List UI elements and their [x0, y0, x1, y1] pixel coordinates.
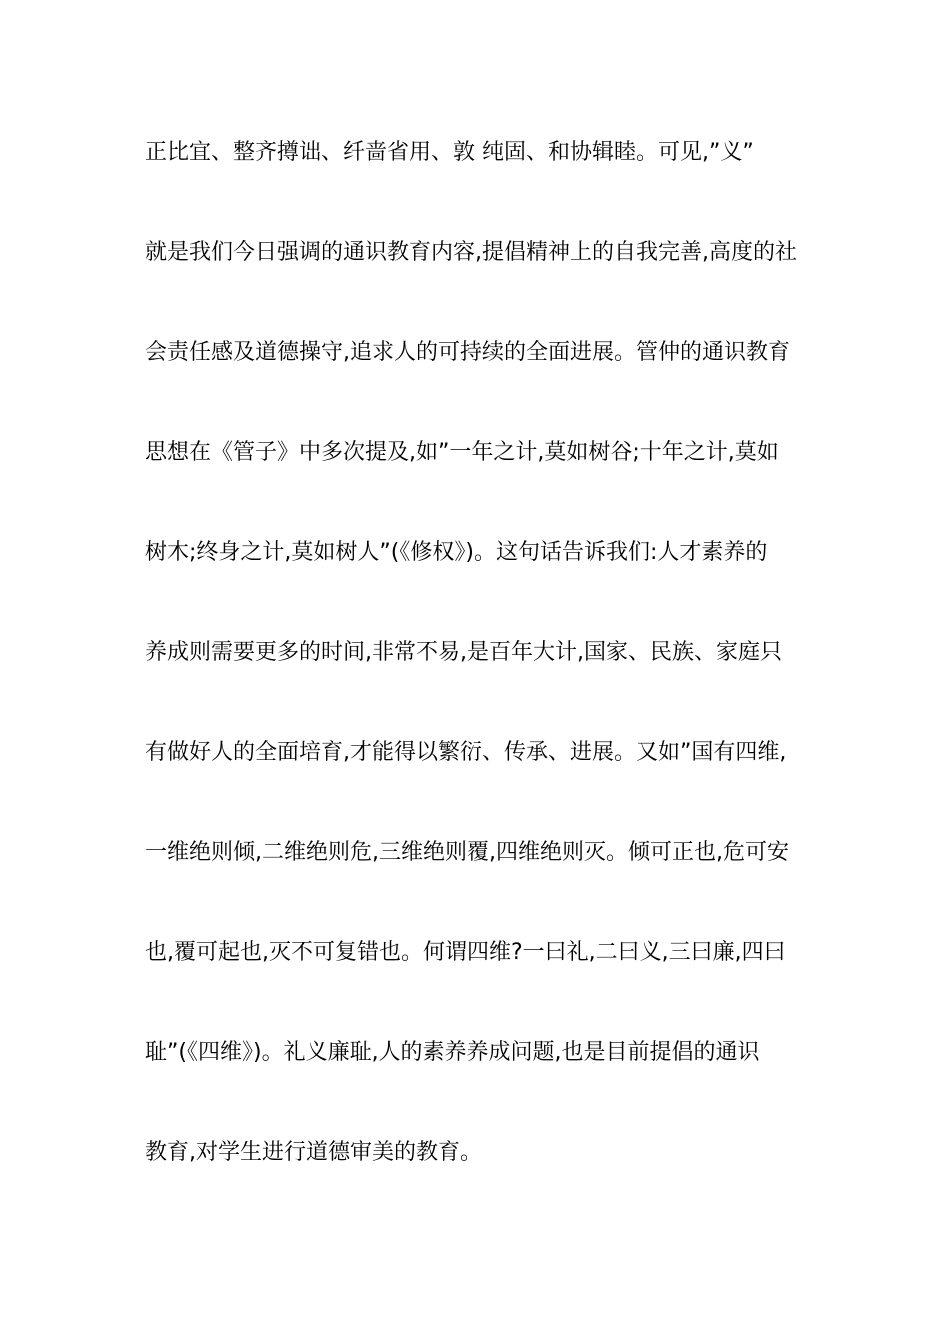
text-line: 也,覆可起也,灭不可复错也。何谓四维?一曰礼,二曰义,三曰廉,四曰: [145, 940, 786, 965]
text-line: 耻”(《四维》)。礼义廉耻,人的素养养成问题,也是目前提倡的通识: [145, 1040, 760, 1065]
text-line: 教育,对学生进行道德审美的教育。: [145, 1140, 482, 1165]
text-line: 就是我们今日强调的通识教育内容,提倡精神上的自我完善,高度的社: [145, 240, 797, 265]
text-line: 会责任感及道德操守,追求人的可持续的全面进展。管仲的通识教育: [145, 340, 790, 365]
text-line: 有做好人的全面培育,才能得以繁衍、传承、进展。又如”国有四维,: [145, 740, 787, 765]
text-line: 思想在《管子》中多次提及,如”一年之计,莫如树谷;十年之计,莫如: [145, 440, 779, 465]
body-paragraph: [145, 131, 825, 1231]
text-line: 正比宜、整齐撙诎、纤啬省用、敦 纯固、和协辑睦。可见,”义”: [145, 140, 754, 165]
text-line: 养成则需要更多的时间,非常不易,是百年大计,国家、民族、家庭只: [145, 640, 782, 665]
text-line: 一维绝则倾,二维绝则危,三维绝则覆,四维绝则灭。倾可正也,危可安: [145, 840, 789, 865]
text-line: 树木;终身之计,莫如树人”(《修权》)。这句话告诉我们:人才素养的: [145, 540, 768, 565]
